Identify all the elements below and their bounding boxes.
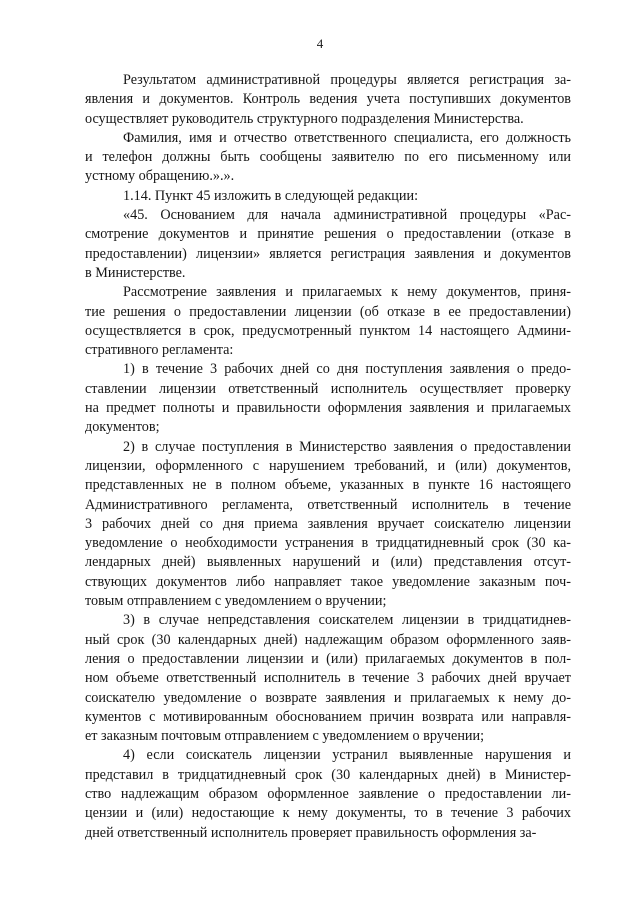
document-body	[85, 71, 571, 843]
paragraph-line: лендарных дней) выявленных нарушений и (или) представления отсут-	[85, 554, 571, 571]
paragraph-line: осуществляет руководитель структурного подразделения Министерства.	[85, 110, 524, 127]
paragraph-line: и телефон должны быть сообщены заявителю по его письменному или	[85, 149, 571, 166]
paragraph-line: документов;	[85, 419, 160, 436]
paragraph	[85, 206, 571, 283]
paragraph-line: соискателю уведомление о возврате заявления и прилагаемых к нему до-	[85, 689, 571, 706]
paragraph-line: представленных не в полном объеме, указанных в пункте 16 настоящего	[85, 477, 571, 494]
paragraph-line: дней ответственный исполнитель проверяет правильность оформления за-	[85, 824, 537, 841]
paragraph-line: предоставлении) лицензии» является регистрация заявления и документов	[85, 245, 571, 262]
paragraph-line: стративного регламента:	[85, 342, 234, 359]
paragraph-line: цензии и (или) недостающие к нему документы, то в течение 3 рабочих	[85, 805, 571, 822]
paragraph-line: ствующих документов либо направляет такое уведомление заказным поч-	[85, 573, 571, 590]
paragraph-line: в Министерстве.	[85, 264, 186, 281]
paragraph-line: ный срок (30 календарных дней) надлежащим образом оформленного заяв-	[85, 631, 571, 648]
paragraph-line: Рассмотрение заявления и прилагаемых к нему документов, приня-	[123, 284, 571, 301]
paragraph-line: устному обращению.».».	[85, 168, 235, 185]
paragraph-line: лицензии, оформленного с нарушением требований, и (или) документов,	[85, 457, 571, 474]
paragraph-line: ет заказным почтовым отправлением с уведомлением о вручении;	[85, 728, 485, 745]
paragraph-line: ном объеме ответственный исполнитель в течение 3 рабочих дней вручает	[85, 670, 571, 687]
paragraph-line: 1.14. Пункт 45 изложить в следующей редакции:	[123, 187, 419, 204]
paragraph-line: ство надлежащим образом оформленное заявление о предоставлении ли-	[85, 785, 571, 802]
paragraph-line: на предмет полноты и правильности оформления заявления и прилагаемых	[85, 400, 571, 417]
paragraph	[85, 71, 571, 129]
paragraph-line: смотрение документов и принятие решения о предоставлении (отказе в	[85, 226, 571, 243]
paragraph-line: «45. Основанием для начала административной процедуры «Рас-	[123, 207, 571, 224]
paragraph-line: тие решения о предоставлении лицензии (об отказе в ее предоставлении)	[85, 303, 571, 320]
paragraph	[85, 360, 571, 437]
paragraph	[85, 283, 571, 360]
paragraph-line: товым отправлением с уведомлением о вручении;	[85, 593, 387, 610]
paragraph-line: 4) если соискатель лицензии устранил выявленные нарушения и	[123, 747, 571, 764]
paragraph	[85, 438, 571, 612]
paragraph-line: 1) в течение 3 рабочих дней со дня поступления заявления о предо-	[123, 361, 571, 378]
paragraph	[85, 746, 571, 842]
paragraph	[85, 187, 571, 206]
paragraph-line: Административного регламента, ответственный исполнитель в течение	[85, 496, 571, 513]
paragraph-line: уведомление о необходимости устранения в тридцатидневный срок (30 ка-	[85, 535, 571, 552]
paragraph-line: 3) в случае непредставления соискателем лицензии в тридцатиднев-	[123, 612, 571, 629]
paragraph-line: Фамилия, имя и отчество ответственного специалиста, его должность	[123, 129, 571, 146]
paragraph-line: 2) в случае поступления в Министерство заявления о предоставлении	[123, 438, 571, 455]
page-number: 4	[316, 36, 324, 51]
paragraph-line: Результатом административной процедуры является регистрация за-	[123, 72, 571, 88]
paragraph-line: ставлении лицензии ответственный исполнитель осуществляет проверку	[85, 380, 571, 397]
paragraph-line: явления и документов. Контроль ведения учета поступивших документов	[85, 91, 571, 108]
paragraph	[85, 611, 571, 746]
paragraph-line: представил в тридцатидневный срок (30 календарных дней) в Министер-	[85, 766, 571, 783]
paragraph	[85, 129, 571, 187]
paragraph-line: осуществляется в срок, предусмотренный пунктом 14 настоящего Админи-	[85, 322, 571, 339]
paragraph-line: ления о предоставлении лицензии и (или) прилагаемых документов в пол-	[85, 650, 571, 667]
paragraph-line: 3 рабочих дней со дня приема заявления вручает соискателю лицензии	[85, 515, 571, 532]
paragraph-line: кументов с мотивированным обоснованием причин возврата или направля-	[85, 708, 571, 725]
